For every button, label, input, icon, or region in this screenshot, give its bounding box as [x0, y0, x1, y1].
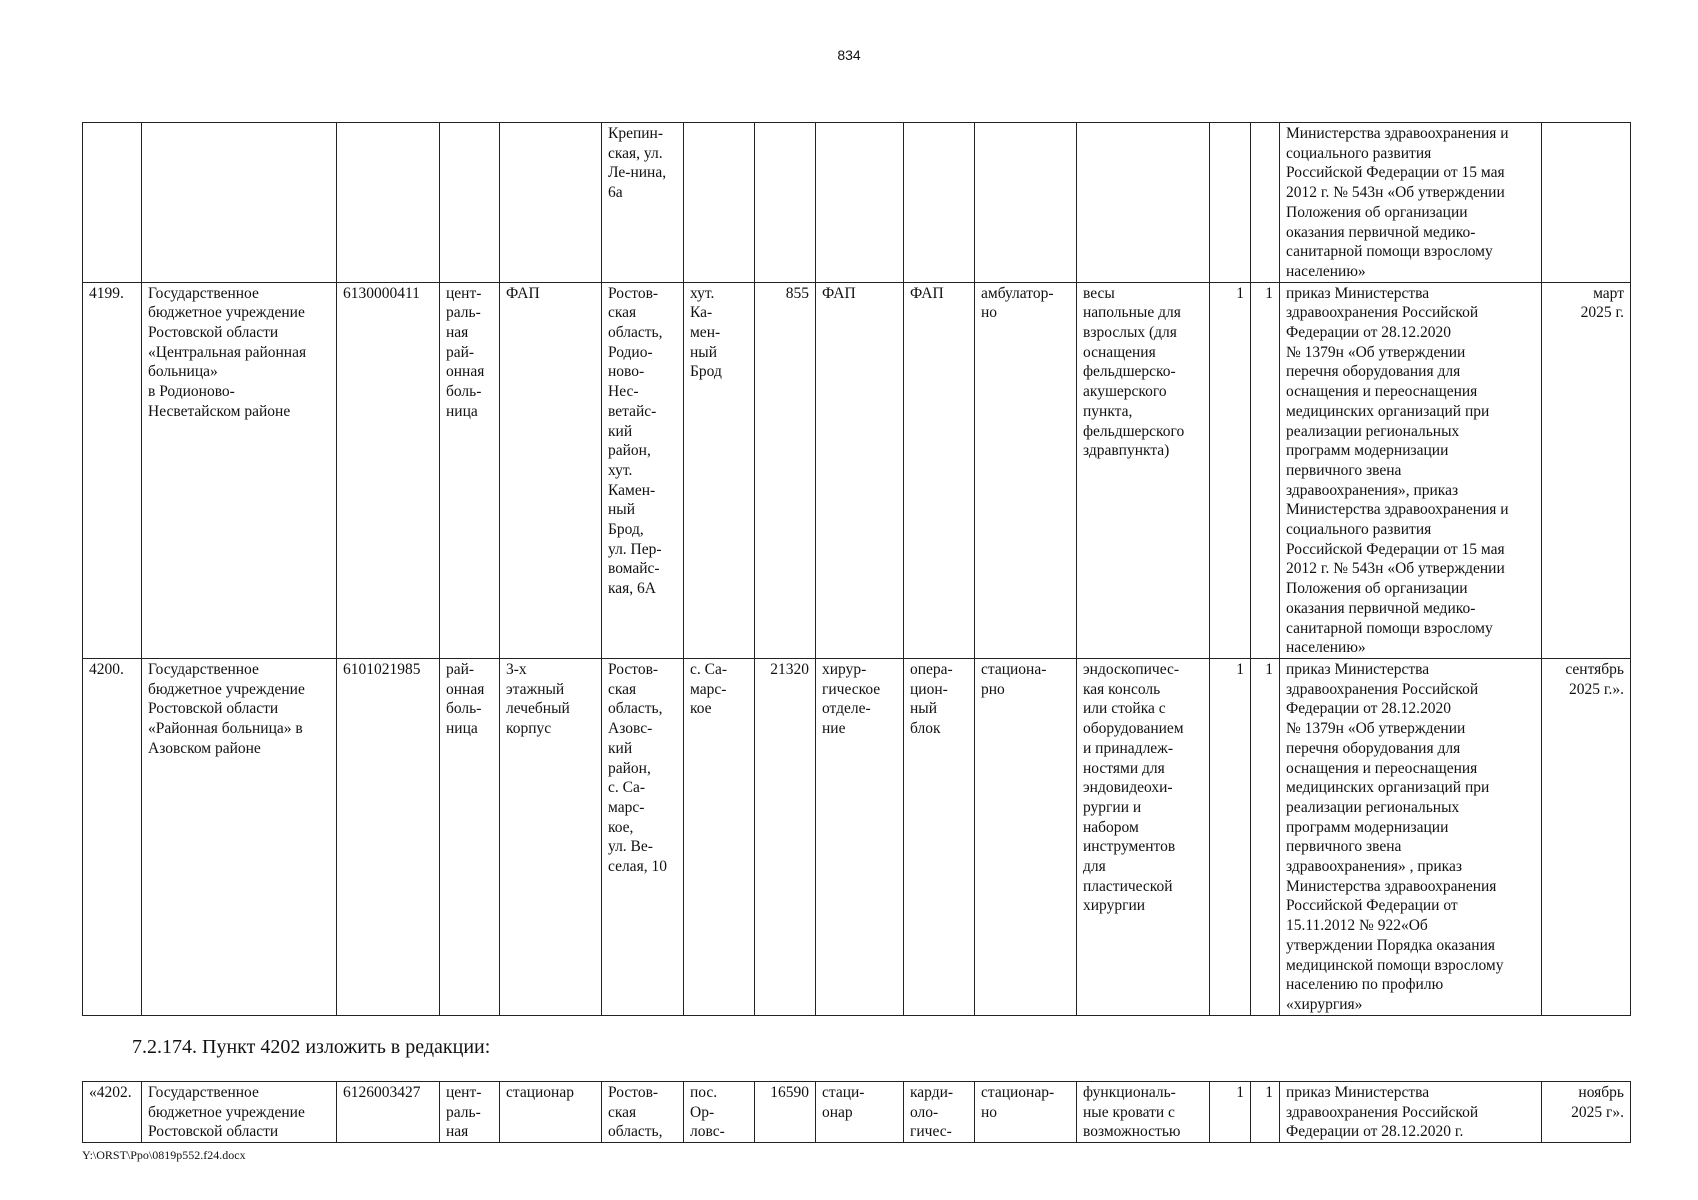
unit-cell: стаци- онар — [816, 1082, 904, 1143]
address-cell: Ростов- ская область, Родио- ново- Нес- ветайс- кий район, хут. Камен- ный Брод, ул. Пер- вомайс- кая, 6А — [602, 282, 684, 658]
unit-cell: хирур- гическое отделе- ние — [816, 658, 904, 1015]
basis-cell: приказ Министерства здравоохранения Российской Федерации от 28.12.2020 № 1379н «Об утверждении перечня оборудования для оснащения и переоснащения медицинских организаций при реализации региональных программ модернизации первичного звена здравоохранения» , приказ Министерства здравоохранения Российской Федерации от 15.11.2012 № 922«Об утверждении Порядка оказания медицинской помощи взрослому населению по профилю «хирургия» — [1280, 658, 1542, 1015]
care-type-cell: стационар- но — [975, 1082, 1077, 1143]
quantity-cell — [1210, 123, 1251, 283]
subunit-cell: ФАП — [904, 282, 975, 658]
basis-cell: приказ Министерства здравоохранения Российской Федерации от 28.12.2020 г. — [1280, 1082, 1542, 1143]
table-row — [83, 1082, 1631, 1143]
organization-cell: Государственное бюджетное учреждение Ростовской области «Районная больница» в Азовском районе — [142, 658, 337, 1015]
date-cell: сентябрь 2025 г.». — [1542, 658, 1631, 1015]
object-cell — [500, 123, 602, 283]
subunit-cell — [904, 123, 975, 283]
organization-cell: Государственное бюджетное учреждение Ростовской области «Центральная районная больница» в Родионово- Несветайском районе — [142, 282, 337, 658]
population-cell — [755, 123, 816, 283]
continuation-table — [82, 1081, 1631, 1143]
subunit-cell: карди- оло- гичес- — [904, 1082, 975, 1143]
quantity-cell: 1 — [1210, 282, 1251, 658]
population-cell: 16590 — [755, 1082, 816, 1143]
quantity-cell — [1251, 123, 1280, 283]
locality-cell: пос. Ор- ловс- — [684, 1082, 755, 1143]
quantity-cell: 1 — [1251, 282, 1280, 658]
org-type-cell: цент- раль- ная — [440, 1082, 500, 1143]
unit-cell — [816, 123, 904, 283]
quantity-cell: 1 — [1210, 658, 1251, 1015]
locality-cell: хут. Ка- мен- ный Брод — [684, 282, 755, 658]
locality-cell — [684, 123, 755, 283]
object-cell: стационар — [500, 1082, 602, 1143]
population-cell: 21320 — [755, 658, 816, 1015]
row-number-cell — [83, 123, 142, 283]
table-row — [83, 123, 1631, 283]
equipment-cell: эндоскопичес- кая консоль или стойка с оборудованием и принадлеж- ностями для эндовидеохи- рургии и набором инструментов для пластической хирургии — [1077, 658, 1210, 1015]
object-cell: 3-х этажный лечебный корпус — [500, 658, 602, 1015]
quantity-cell: 1 — [1251, 658, 1280, 1015]
address-cell: Ростов- ская область, — [602, 1082, 684, 1143]
org-type-cell: цент- раль- ная рай- онная боль- ница — [440, 282, 500, 658]
quantity-cell: 1 — [1251, 1082, 1280, 1143]
date-cell — [1542, 123, 1631, 283]
locality-cell: с. Са- марс- кое — [684, 658, 755, 1015]
object-cell: ФАП — [500, 282, 602, 658]
date-cell: март 2025 г. — [1542, 282, 1631, 658]
care-type-cell — [975, 123, 1077, 283]
equipment-table — [82, 122, 1631, 1016]
row-number-cell: 4200. — [83, 658, 142, 1015]
equipment-cell — [1077, 123, 1210, 283]
table-row — [83, 282, 1631, 658]
org-type-cell: рай- онная боль- ница — [440, 658, 500, 1015]
care-type-cell: амбулатор- но — [975, 282, 1077, 658]
page-number: 834 — [837, 47, 861, 63]
equipment-cell: весы напольные для взрослых (для оснащения фельдшерско- акушерского пункта, фельдшерского здравпункта) — [1077, 282, 1210, 658]
care-type-cell: стациона- рно — [975, 658, 1077, 1015]
address-cell: Крепин- ская, ул. Ле-нина, 6а — [602, 123, 684, 283]
basis-cell: приказ Министерства здравоохранения Российской Федерации от 28.12.2020 № 1379н «Об утверждении перечня оборудования для оснащения и переоснащения медицинских организаций при реализации региональных программ модернизации первичного звена здравоохранения», приказ Министерства здравоохранения и социального развития Российской Федерации от 15 мая 2012 г. № 543н «Об утверждении Положения об организации оказания первичной медико- санитарной помощи взрослому населению» — [1280, 282, 1542, 658]
quantity-cell: 1 — [1210, 1082, 1251, 1143]
inn-cell — [337, 123, 440, 283]
row-number-cell: «4202. — [83, 1082, 142, 1143]
organization-cell — [142, 123, 337, 283]
date-cell: ноябрь 2025 г». — [1542, 1082, 1631, 1143]
section-heading: 7.2.174. Пункт 4202 изложить в редакции: — [132, 1036, 491, 1058]
footer-file-path: Y:\ORST\Ppo\0819p552.f24.docx — [82, 1148, 246, 1162]
inn-cell: 6126003427 — [337, 1082, 440, 1143]
population-cell: 855 — [755, 282, 816, 658]
organization-cell: Государственное бюджетное учреждение Ростовской области — [142, 1082, 337, 1143]
subunit-cell: опера- цион- ный блок — [904, 658, 975, 1015]
equipment-cell: функциональ- ные кровати с возможностью — [1077, 1082, 1210, 1143]
table-row — [83, 658, 1631, 1015]
address-cell: Ростов- ская область, Азовс- кий район, с. Са- марс- кое, ул. Ве- селая, 10 — [602, 658, 684, 1015]
inn-cell: 6101021985 — [337, 658, 440, 1015]
row-number-cell: 4199. — [83, 282, 142, 658]
org-type-cell — [440, 123, 500, 283]
basis-cell: Министерства здравоохранения и социального развития Российской Федерации от 15 мая 2012 г. № 543н «Об утверждении Положения об организации оказания первичной медико- санитарной помощи взрослому населению» — [1280, 123, 1542, 283]
unit-cell: ФАП — [816, 282, 904, 658]
inn-cell: 6130000411 — [337, 282, 440, 658]
